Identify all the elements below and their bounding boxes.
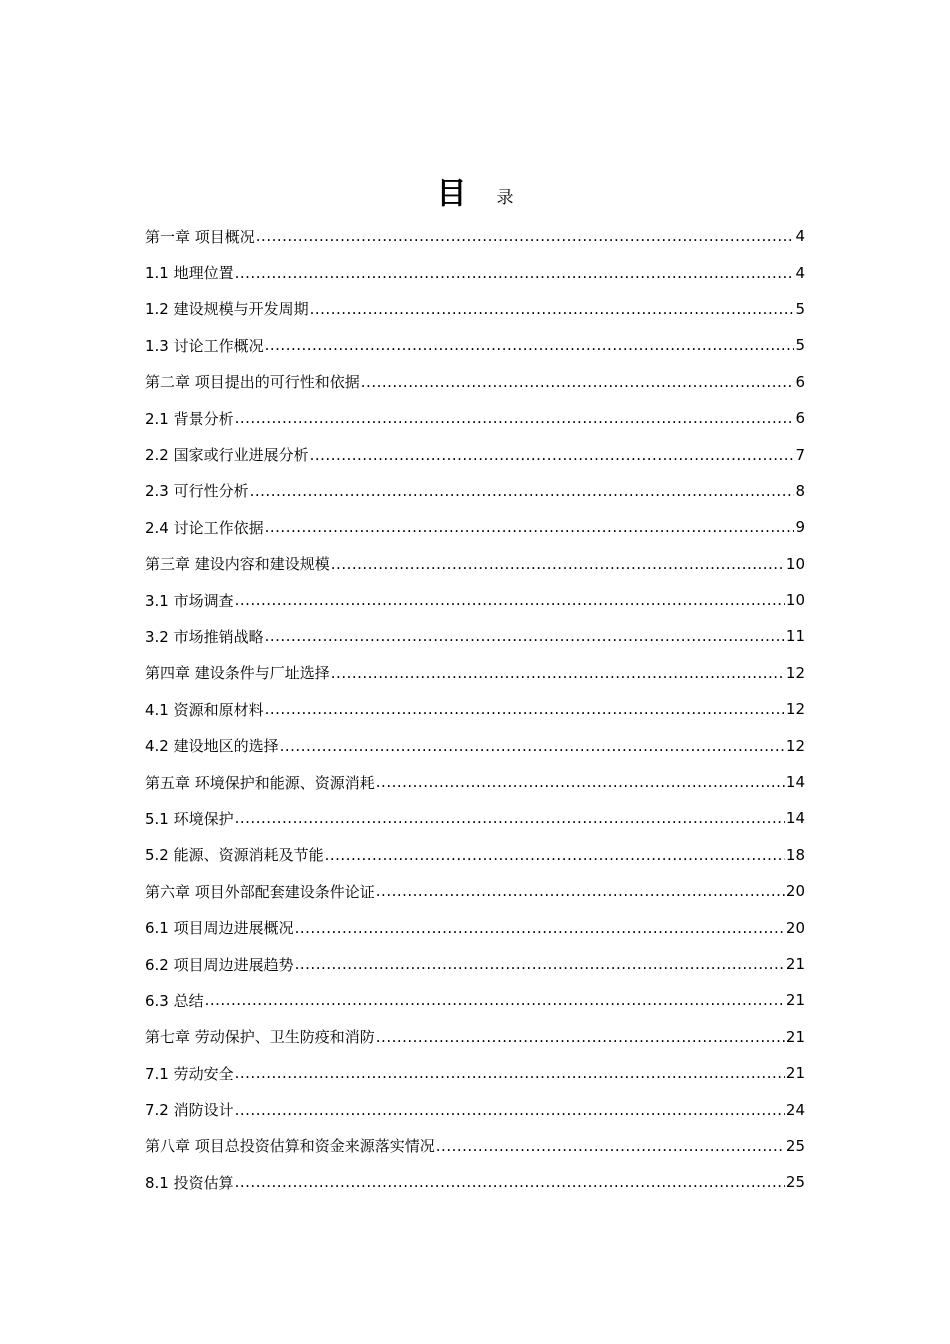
toc-entry-page-number: 4 (795, 227, 805, 246)
toc-entry-label: 5.2 能源、资源消耗及节能 (145, 846, 324, 865)
toc-entry-label: 3.2 市场推销战略 (145, 627, 264, 646)
toc-entry-label: 7.1 劳动安全 (145, 1064, 234, 1083)
toc-dot-leader (235, 1173, 785, 1191)
toc-dot-leader (265, 627, 785, 645)
toc-dot-leader (235, 809, 785, 827)
toc-entry-page-number: 21 (785, 955, 805, 973)
toc-entry[interactable] (145, 582, 805, 618)
toc-dot-leader (280, 737, 785, 755)
toc-dot-leader (325, 846, 785, 864)
toc-entry-page-number: 9 (795, 518, 805, 537)
toc-entry-page-number: 5 (795, 336, 805, 355)
toc-entry[interactable] (145, 327, 805, 363)
toc-entry-label: 6.3 总结 (145, 991, 204, 1010)
table-of-contents (145, 218, 805, 1201)
toc-entry[interactable] (145, 1019, 805, 1055)
toc-entry-label: 第四章 建设条件与厂址选择 (145, 664, 330, 683)
toc-dot-leader (265, 336, 795, 354)
toc-entry-label: 6.1 项目周边进展概况 (145, 919, 294, 938)
toc-entry[interactable] (145, 946, 805, 982)
toc-entry[interactable] (145, 1164, 805, 1200)
toc-entry[interactable] (145, 364, 805, 400)
toc-entry[interactable] (145, 473, 805, 509)
toc-entry-label: 4.1 资源和原材料 (145, 700, 264, 719)
toc-entry-label: 2.1 背景分析 (145, 409, 234, 428)
toc-entry[interactable] (145, 509, 805, 545)
toc-entry-label: 3.1 市场调查 (145, 591, 234, 610)
toc-entry[interactable] (145, 909, 805, 945)
toc-dot-leader (295, 955, 785, 973)
toc-entry-page-number: 11 (785, 627, 805, 646)
toc-entry-label: 第二章 项目提出的可行性和依据 (145, 373, 360, 392)
toc-entry-label: 7.2 消防设计 (145, 1101, 234, 1120)
toc-entry-label: 2.2 国家或行业进展分析 (145, 446, 309, 465)
toc-dot-leader (331, 664, 785, 682)
toc-entry-page-number: 14 (785, 773, 805, 792)
toc-dot-leader (265, 518, 795, 536)
toc-dot-leader (376, 1028, 785, 1046)
toc-entry-label: 第三章 建设内容和建设规模 (145, 555, 330, 574)
toc-dot-leader (235, 1064, 785, 1082)
toc-entry[interactable] (145, 764, 805, 800)
toc-entry-label: 6.2 项目周边进展趋势 (145, 955, 294, 974)
toc-entry[interactable] (145, 727, 805, 763)
toc-entry-label: 第五章 环境保护和能源、资源消耗 (145, 773, 375, 792)
toc-entry-page-number: 21 (785, 1064, 805, 1083)
toc-dot-leader (235, 264, 795, 282)
toc-entry-page-number: 20 (785, 918, 805, 937)
toc-entry[interactable] (145, 1091, 805, 1127)
toc-entry-label: 1.1 地理位置 (145, 264, 234, 283)
toc-entry-label: 4.2 建设地区的选择 (145, 737, 279, 756)
toc-entry-label: 1.3 讨论工作概况 (145, 336, 264, 355)
toc-entry-page-number: 21 (785, 991, 805, 1010)
toc-entry-page-number: 25 (785, 1173, 805, 1192)
toc-dot-leader (310, 300, 795, 318)
toc-entry[interactable] (145, 691, 805, 727)
toc-dot-leader (331, 555, 785, 573)
toc-dot-leader (235, 591, 785, 609)
toc-entry-label: 2.4 讨论工作依据 (145, 518, 264, 537)
toc-entry[interactable] (145, 1128, 805, 1164)
toc-entry[interactable] (145, 655, 805, 691)
toc-entry[interactable] (145, 436, 805, 472)
toc-dot-leader (361, 373, 795, 391)
toc-entry-label: 2.3 可行性分析 (145, 482, 249, 501)
toc-dot-leader (265, 700, 785, 718)
toc-entry-page-number: 25 (785, 1136, 805, 1155)
title-secondary: 录 (496, 188, 514, 208)
toc-entry-page-number: 12 (785, 736, 805, 755)
toc-entry[interactable] (145, 618, 805, 654)
toc-dot-leader (235, 1101, 785, 1119)
toc-entry-label: 1.2 建设规模与开发周期 (145, 300, 309, 319)
toc-entry-page-number: 6 (795, 372, 805, 391)
toc-entry[interactable] (145, 254, 805, 290)
toc-entry[interactable] (145, 291, 805, 327)
toc-entry-page-number: 20 (785, 882, 805, 901)
toc-dot-leader (295, 919, 785, 937)
page-title (0, 172, 950, 220)
toc-entry-page-number: 12 (785, 700, 805, 719)
toc-entry[interactable] (145, 800, 805, 836)
toc-entry[interactable] (145, 982, 805, 1018)
toc-dot-leader (205, 991, 785, 1009)
toc-entry-page-number: 10 (785, 554, 805, 573)
toc-dot-leader (250, 482, 795, 500)
toc-entry[interactable] (145, 1055, 805, 1091)
toc-entry-label: 第八章 项目总投资估算和资金来源落实情况 (145, 1137, 435, 1156)
toc-entry-page-number: 14 (785, 809, 805, 828)
toc-entry-page-number: 5 (795, 299, 805, 318)
toc-entry-page-number: 24 (785, 1100, 805, 1119)
toc-entry-label: 第一章 项目概况 (145, 227, 255, 246)
toc-entry[interactable] (145, 546, 805, 582)
toc-entry-page-number: 18 (785, 845, 805, 864)
toc-entry[interactable] (145, 400, 805, 436)
toc-entry-page-number: 10 (785, 591, 805, 610)
toc-dot-leader (310, 446, 795, 464)
toc-entry-page-number: 12 (785, 663, 805, 682)
title-main: 目 (436, 176, 467, 212)
toc-dot-leader (436, 1137, 785, 1155)
toc-entry-page-number: 4 (795, 263, 805, 282)
toc-entry[interactable] (145, 873, 805, 909)
toc-dot-leader (376, 882, 785, 900)
toc-entry-page-number: 7 (795, 445, 805, 464)
toc-dot-leader (235, 409, 795, 427)
toc-entry[interactable] (145, 837, 805, 873)
toc-entry-page-number: 21 (785, 1027, 805, 1046)
toc-dot-leader (376, 773, 785, 791)
toc-entry-label: 8.1 投资估算 (145, 1173, 234, 1192)
toc-entry-page-number: 6 (795, 409, 805, 428)
toc-entry-page-number: 8 (795, 481, 805, 500)
toc-entry-label: 第六章 项目外部配套建设条件论证 (145, 882, 375, 901)
toc-entry-label: 5.1 环境保护 (145, 809, 234, 828)
toc-entry[interactable] (145, 218, 805, 254)
toc-dot-leader (256, 227, 795, 245)
toc-entry-label: 第七章 劳动保护、卫生防疫和消防 (145, 1028, 375, 1047)
